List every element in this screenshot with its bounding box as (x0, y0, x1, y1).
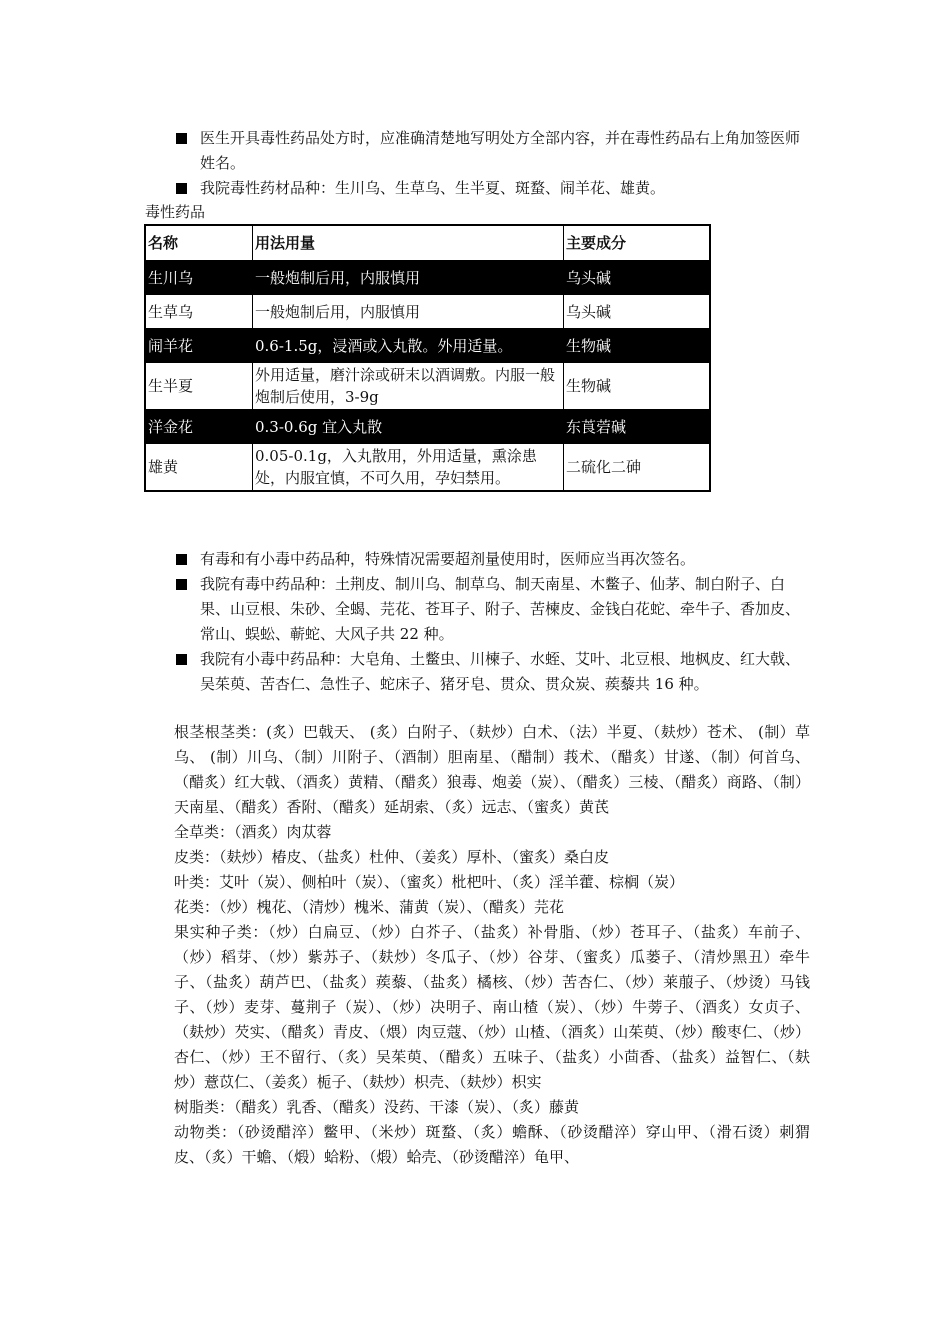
category-whole-herb: 全草类：（酒炙）肉苁蓉 (174, 823, 332, 841)
bullet-item: 有毒和有小毒中药品种，特殊情况需要超剂量使用时，医师应当再次签名。 (174, 547, 814, 572)
bullet-item: 医生开具毒性药品处方时，应准确清楚地写明处方全部内容，并在毒性药品右上角加签医师姓名。 (174, 126, 814, 176)
cell-name: 生草乌 (145, 295, 253, 329)
category-bark: 皮类：（麸炒）椿皮、（盐炙）杜仲、（姜炙）厚朴、（蜜炙）桑白皮 (174, 848, 610, 866)
category-fruit-seed: 果实种子类：（炒）白扁豆、（炒）白芥子、（盐炙）补骨脂、（炒）苍耳子、（盐炙）车前子、（炒）稻芽、（炒）紫苏子、（麸炒）冬瓜子、（炒）谷芽、（蜜炙）瓜蒌子、（清炒黑丑）牵牛子、（盐炙）葫芦巴、（盐炙）蒺藜、（盐炙）橘核、（炒）苦杏仁、（炒）莱菔子、（炒烫）马钱子、（炒）麦芽、蔓荆子（炭）、（炒）决明子、南山楂（炭）、（炒）牛蒡子、（酒炙）女贞子、（麸炒）芡实、（醋炙）青皮、（煨）肉豆蔻、（炒）山楂、（酒炙）山茱萸、（炒）酸枣仁、（炒）杏仁、（炒）王不留行、（炙）吴茱萸、（醋炙）五味子、（盐炙）小茴香、（盐炙）益智仁、（麸炒）薏苡仁、（姜炙）栀子、（麸炒）枳壳、（麸炒）枳实 (174, 923, 810, 1091)
cell-usage: 0.3-0.6g 宜入丸散 (253, 410, 564, 444)
table-row (145, 444, 710, 491)
bullet-list-bottom (174, 547, 814, 697)
category-animal: 动物类：（砂烫醋淬）鳖甲、（米炒）斑蝥、（炙）蟾酥、（砂烫醋淬）穿山甲、（滑石烫）刺猬皮、（炙）干蟾、（煅）蛤粉、（煅）蛤壳、（砂烫醋淬）龟甲、 (174, 1123, 810, 1166)
cell-usage: 一般炮制后用，内服慎用 (253, 295, 564, 329)
table-row (145, 295, 710, 329)
bullet-item: 我院有小毒中药品种：大皂角、土鳖虫、川楝子、水蛭、艾叶、北豆根、地枫皮、红大戟、吴茱萸、苦杏仁、急性子、蛇床子、猪牙皂、贯众、贯众炭、蒺藜共 16 种。 (174, 647, 814, 697)
cell-component: 乌头碱 (564, 295, 711, 329)
table-row (145, 410, 710, 444)
category-resin: 树脂类：（醋炙）乳香、（醋炙）没药、干漆（炭）、（炙）藤黄 (174, 1098, 580, 1116)
cell-component: 二硫化二砷 (564, 444, 711, 491)
table-row (145, 363, 710, 410)
cell-component: 东莨菪碱 (564, 410, 711, 444)
cell-name: 生川乌 (145, 261, 253, 295)
bullet-list-top (174, 126, 814, 201)
header-usage: 用法用量 (253, 225, 564, 261)
cell-name: 洋金花 (145, 410, 253, 444)
cell-name: 闹羊花 (145, 329, 253, 363)
category-roots: 根茎根茎类：(炙）巴戟天、 (炙）白附子、（麸炒）白术、（法）半夏、（麸炒）苍术、 (制）草乌、 (制）川乌、（制）川附子、（酒制）胆南星、（醋制）莪术、（醋炙）甘遂、（制）何首乌、（醋炙）红大戟、（酒炙）黄精、（醋炙）狼毒、炮姜（炭）、（醋炙）三棱、（醋炙）商路、（制）天南星、（醋炙）香附、（醋炙）延胡索、（炙）远志、（蜜炙）黄芪 (174, 723, 810, 816)
bullet-item: 我院有毒中药品种：土荆皮、制川乌、制草乌、制天南星、木鳖子、仙茅、制白附子、白果、山豆根、朱砂、全蝎、芫花、苍耳子、附子、苦楝皮、金钱白花蛇、牵牛子、香加皮、常山、蜈蚣、蕲蛇、大风子共 22 种。 (174, 572, 814, 647)
header-name: 名称 (145, 225, 253, 261)
bullet-item: 我院毒性药材品种：生川乌、生草乌、生半夏、斑蝥、闹羊花、雄黄。 (174, 176, 814, 201)
cell-name: 生半夏 (145, 363, 253, 410)
cell-usage: 一般炮制后用，内服慎用 (253, 261, 564, 295)
processed-herbs-section (174, 720, 810, 1170)
category-leaf: 叶类：艾叶（炭）、侧柏叶（炭）、（蜜炙）枇杷叶、（炙）淫羊藿、棕榈（炭） (174, 873, 685, 891)
table-header-row (145, 225, 710, 261)
cell-name: 雄黄 (145, 444, 253, 491)
cell-component: 乌头碱 (564, 261, 711, 295)
toxic-drugs-table (144, 224, 711, 492)
cell-usage: 0.05-0.1g，入丸散用，外用适量，熏涂患处，内服宜慎，不可久用，孕妇禁用。 (253, 444, 564, 491)
table-row (145, 329, 710, 363)
category-flower: 花类：（炒）槐花、（清炒）槐米、蒲黄（炭）、（醋炙）芫花 (174, 898, 565, 916)
table-caption: 毒性药品 (145, 203, 206, 221)
cell-usage: 外用适量，磨汁涂或研末以酒调敷。内服一般炮制后使用，3-9g (253, 363, 564, 410)
cell-component: 生物碱 (564, 329, 711, 363)
table-row (145, 261, 710, 295)
cell-usage: 0.6-1.5g，浸酒或入丸散。外用适量。 (253, 329, 564, 363)
cell-component: 生物碱 (564, 363, 711, 410)
header-component: 主要成分 (564, 225, 711, 261)
